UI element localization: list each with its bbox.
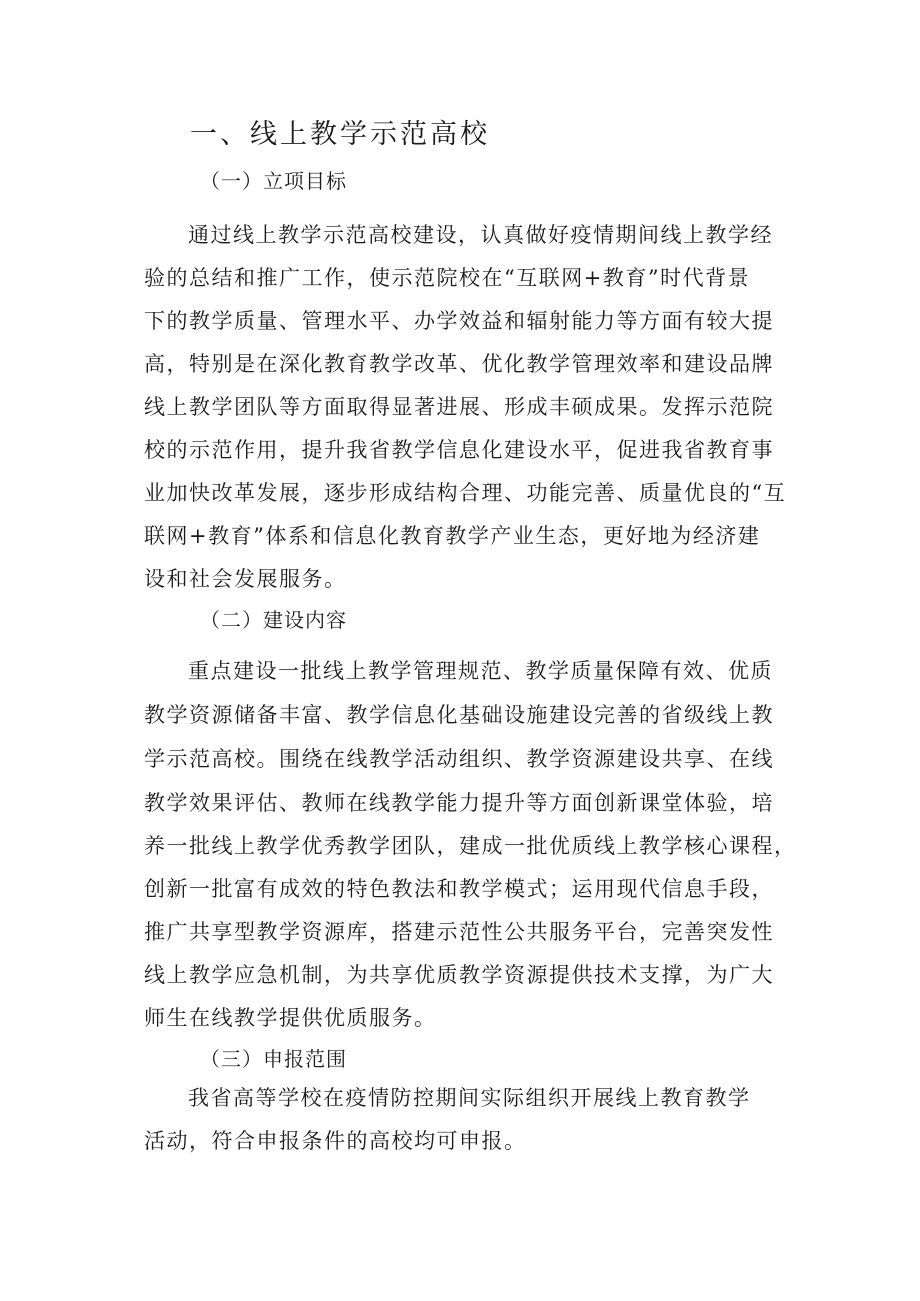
paragraph-line: 验的总结和推广工作，使示范院校在“互联网+教育”时代背景 (144, 266, 751, 290)
paragraph-line: 重点建设一批线上教学管理规范、教学质量保障有效、优质 (188, 659, 773, 683)
paragraph-line: 下的教学质量、管理水平、办学效益和辐射能力等方面有较大提 (144, 309, 774, 333)
paragraph-line: 线上教学团队等方面取得显著进展、形成丰硕成果。发挥示范院 (144, 395, 774, 419)
paragraph-line: 师生在线教学提供优质服务。 (144, 1006, 437, 1030)
paragraph-line: 设和社会发展服务。 (144, 567, 347, 591)
section-title: 一、线上教学示范高校 (190, 119, 490, 150)
paragraph-line: 创新一批富有成效的特色教法和教学模式；运用现代信息手段， (144, 877, 774, 901)
paragraph-line: 业加快改革发展，逐步形成结构合理、功能完善、质量优良的“互 (144, 481, 787, 505)
paragraph-line: 学示范高校。围绕在线教学活动组织、教学资源建设共享、在线 (144, 747, 774, 771)
paragraph-line: 高，特别是在深化教育教学改革、优化教学管理效率和建设品牌 (144, 352, 774, 376)
paragraph-line: 校的示范作用，提升我省教学信息化建设水平，促进我省教育事 (144, 438, 774, 462)
subheading-application-scope: （三）申报范围 (200, 1047, 347, 1071)
paragraph-line: 联网+教育”体系和信息化教育教学产业生态，更好地为经济建 (144, 524, 761, 548)
paragraph-line: 活动，符合申报条件的高校均可申报。 (144, 1129, 527, 1153)
subheading-project-goals: （一）立项目标 (200, 169, 347, 193)
paragraph-line: 我省高等学校在疫情防控期间实际组织开展线上教育教学 (188, 1086, 751, 1110)
paragraph-line: 养一批线上教学优秀教学团队，建成一批优质线上教学核心课程， (144, 834, 797, 858)
paragraph-line: 线上教学应急机制，为共享优质教学资源提供技术支撑，为广大 (144, 963, 774, 987)
paragraph-line: 教学资源储备丰富、教学信息化基础设施建设完善的省级线上教 (144, 703, 774, 727)
paragraph-line: 通过线上教学示范高校建设，认真做好疫情期间线上教学经 (188, 223, 773, 247)
subheading-construction-content: （二）建设内容 (200, 608, 347, 632)
paragraph-line: 推广共享型教学资源库，搭建示范性公共服务平台，完善突发性 (144, 920, 774, 944)
paragraph-line: 教学效果评估、教师在线教学能力提升等方面创新课堂体验，培 (144, 791, 774, 815)
